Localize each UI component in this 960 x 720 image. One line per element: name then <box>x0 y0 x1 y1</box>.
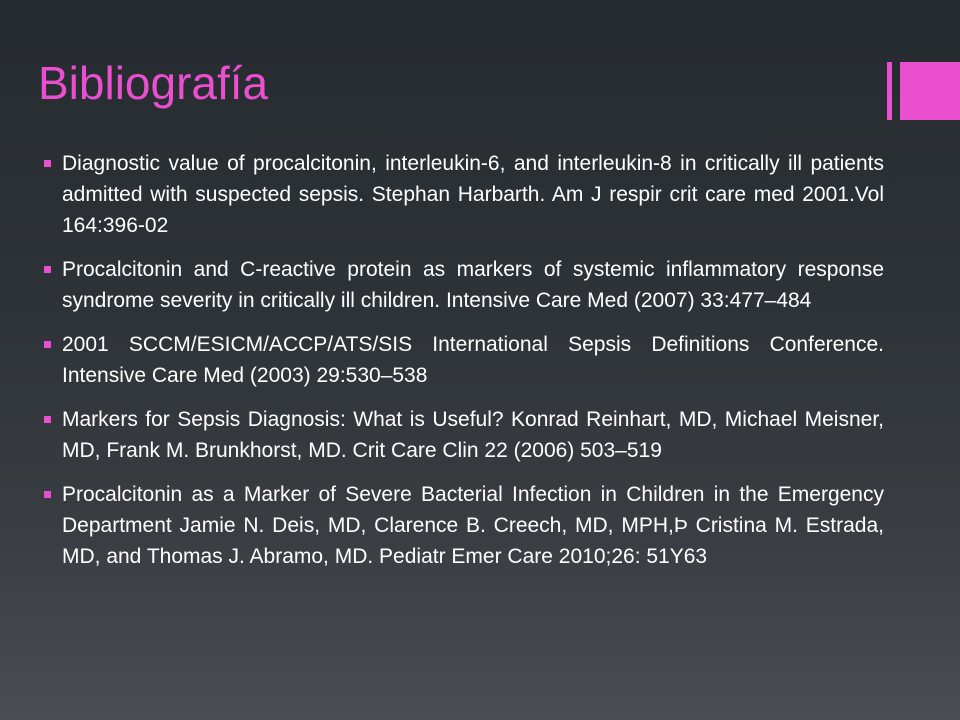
reference-list-container <box>40 148 884 585</box>
reference-text: Procalcitonin as a Marker of Severe Bacterial Infection in Children in the Emergency Department Jamie N. Deis, MD, Clarence B. Creech, MD, MPH,Þ Cristina M. Estrada, MD, and Thomas J. Abramo, MD. Pediatr Emer Care 2010;26: 51Y63 <box>62 483 884 568</box>
square-bullet-icon <box>44 266 51 273</box>
reference-item <box>40 404 884 466</box>
square-bullet-icon <box>44 491 51 498</box>
slide-title: Bibliografía <box>38 57 269 109</box>
reference-list <box>40 148 884 572</box>
reference-text: 2001 SCCM/ESICM/ACCP/ATS/SIS International Sepsis Definitions Conference. Intensive Care Med (2003) 29:530–538 <box>62 333 884 387</box>
title-accent-thin-bar <box>887 62 892 120</box>
reference-item <box>40 148 884 241</box>
title-accent-thick-bar <box>900 62 960 120</box>
reference-item <box>40 479 884 572</box>
reference-item <box>40 329 884 391</box>
square-bullet-icon <box>44 341 51 348</box>
reference-text: Markers for Sepsis Diagnosis: What is Useful? Konrad Reinhart, MD, Michael Meisner, MD, Frank M. Brunkhorst, MD. Crit Care Clin 22 (2006) 503–519 <box>62 408 884 462</box>
reference-text: Diagnostic value of procalcitonin, interleukin-6, and interleukin-8 in critically ill patients admitted with suspected sepsis. Stephan Harbarth. Am J respir crit care med 2001.Vol 164:396-02 <box>62 152 884 237</box>
reference-item <box>40 254 884 316</box>
square-bullet-icon <box>44 416 51 423</box>
square-bullet-icon <box>44 160 51 167</box>
reference-text: Procalcitonin and C-reactive protein as markers of systemic inflammatory response syndrome severity in critically ill children. Intensive Care Med (2007) 33:477–484 <box>62 258 884 312</box>
